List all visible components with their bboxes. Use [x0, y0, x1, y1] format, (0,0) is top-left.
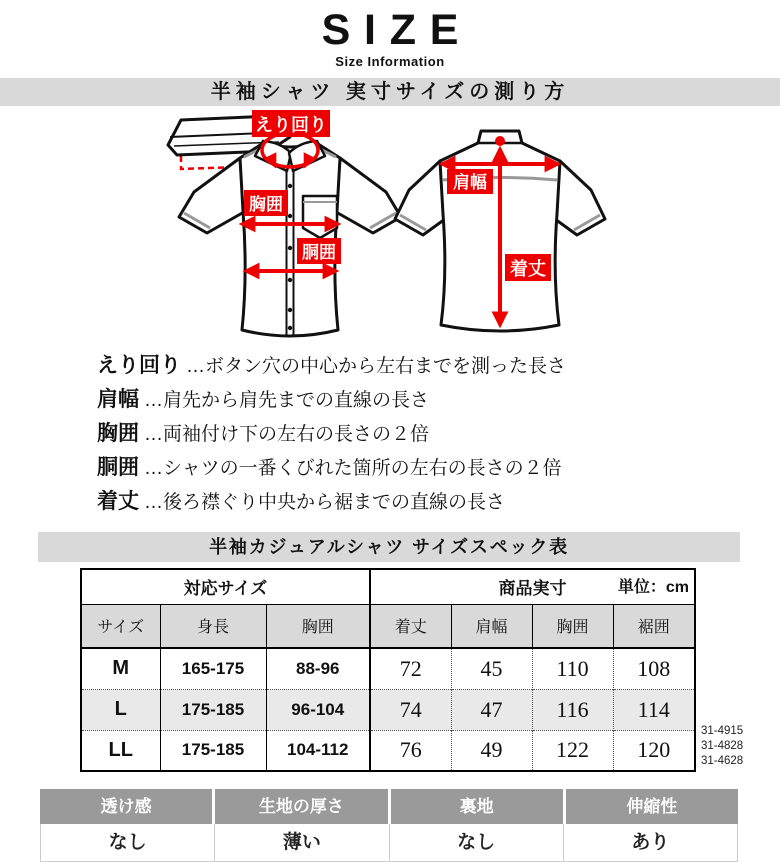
page-subtitle: Size Information	[335, 54, 445, 70]
definition-desc: …両袖付け下の左右の長さの２倍	[144, 424, 430, 446]
cell-hem: 114	[613, 689, 695, 730]
length-label: 着丈	[510, 259, 546, 280]
definition-desc: …後ろ襟ぐり中央から裾までの直線の長さ	[144, 492, 506, 514]
definition-term: 胸囲	[97, 422, 139, 446]
attr-value-lining: なし	[389, 824, 563, 862]
collar-label: えり回り	[255, 115, 327, 136]
attr-value-stretch: あり	[563, 824, 738, 862]
cell-shoulder: 49	[451, 730, 532, 771]
page-title: SIZE	[321, 6, 473, 54]
cell-size: M	[81, 648, 160, 689]
cell-length: 72	[370, 648, 451, 689]
attr-label-thickness: 生地の厚さ	[212, 789, 387, 824]
measure-section-header: 半袖シャツ 実寸サイズの測り方	[0, 78, 780, 106]
attribute-value-row	[40, 824, 738, 862]
col-height: 身長	[160, 604, 266, 648]
table-row	[81, 648, 695, 689]
attr-label-sheerness: 透け感	[40, 789, 212, 824]
shoulder-label: 肩幅	[453, 173, 487, 193]
size-title-block	[0, 0, 780, 69]
group-header-actual-label: 商品実寸	[498, 579, 567, 599]
cell-hem: 108	[613, 648, 695, 689]
definition-line	[97, 418, 780, 452]
definition-term: 肩幅	[97, 388, 139, 412]
definition-desc: …ボタン穴の中心から左右までを測った長さ	[186, 356, 567, 378]
cell-chest-fit: 96-104	[266, 689, 370, 730]
definition-line	[97, 384, 780, 418]
product-code: 31-4915	[701, 725, 744, 738]
size-spec-table	[80, 568, 696, 772]
cell-size: L	[81, 689, 160, 730]
attr-value-sheerness: なし	[40, 824, 214, 862]
unit-label: 単位：cm	[617, 579, 689, 597]
chest-label: 胸囲	[249, 195, 283, 215]
group-header-actual	[370, 569, 695, 604]
cell-bust: 110	[532, 648, 613, 689]
spec-table-header: 半袖カジュアルシャツ サイズスペック表	[38, 532, 740, 562]
col-bust: 胸囲	[532, 604, 613, 648]
definition-line	[97, 452, 780, 486]
back-shirt-diagram	[395, 131, 605, 331]
col-size: サイズ	[81, 604, 160, 648]
spec-table-area	[0, 568, 780, 780]
group-header-row	[81, 569, 695, 604]
col-shoulder: 肩幅	[451, 604, 532, 648]
fabric-attributes-table	[40, 789, 738, 862]
cell-height: 175-185	[160, 730, 266, 771]
table-row	[81, 689, 695, 730]
definition-term: えり回り	[97, 354, 181, 378]
definition-line	[97, 486, 780, 520]
product-codes	[701, 724, 743, 769]
measure-definitions	[97, 350, 780, 520]
product-code: 31-4628	[701, 755, 744, 768]
cell-length: 74	[370, 689, 451, 730]
product-code: 31-4828	[701, 740, 744, 753]
cell-chest-fit: 88-96	[266, 648, 370, 689]
attr-value-thickness: 薄い	[214, 824, 388, 862]
cell-bust: 122	[532, 730, 613, 771]
attr-label-stretch: 伸縮性	[563, 789, 738, 824]
definition-term: 着丈	[97, 490, 139, 514]
cell-hem: 120	[613, 730, 695, 771]
cell-chest-fit: 104-112	[266, 730, 370, 771]
definition-line	[97, 350, 780, 384]
col-chest-fit: 胸囲	[266, 604, 370, 648]
cell-size: LL	[81, 730, 160, 771]
cell-bust: 116	[532, 689, 613, 730]
cell-shoulder: 45	[451, 648, 532, 689]
attr-label-lining: 裏地	[388, 789, 563, 824]
definition-term: 胴囲	[97, 456, 139, 480]
col-length: 着丈	[370, 604, 451, 648]
shirt-measure-diagram	[0, 106, 780, 346]
cell-shoulder: 47	[451, 689, 532, 730]
definition-desc: …シャツの一番くびれた箇所の左右の長さの２倍	[144, 458, 562, 480]
cell-length: 76	[370, 730, 451, 771]
group-header-sizes: 対応サイズ	[81, 569, 370, 604]
table-row	[81, 730, 695, 771]
cell-height: 165-175	[160, 648, 266, 689]
cell-height: 175-185	[160, 689, 266, 730]
waist-label: 胴囲	[302, 243, 336, 263]
column-header-row	[81, 604, 695, 648]
attribute-header-row	[40, 789, 738, 824]
col-hem: 裾囲	[613, 604, 695, 648]
definition-desc: …肩先から肩先までの直線の長さ	[144, 390, 430, 412]
